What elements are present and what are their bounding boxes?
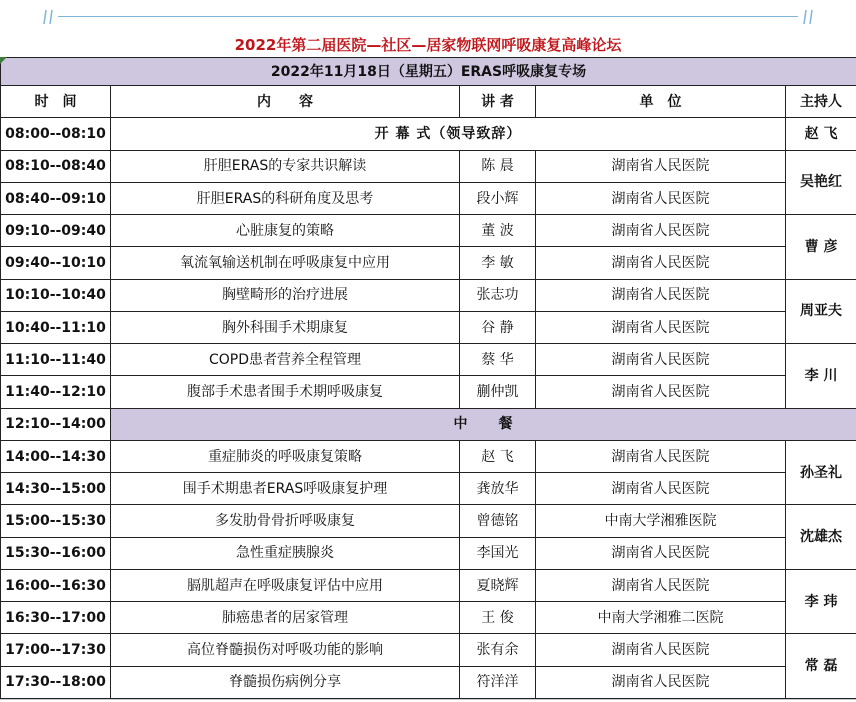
session-host: 孙圣礼 [786,440,856,505]
table-row [1,279,856,311]
date-row [1,58,856,86]
opening-host: 赵 飞 [786,118,856,150]
table-row [1,634,856,666]
table-row [1,666,856,698]
talk-speaker: 夏晓辉 [460,569,536,601]
decorative-slash-mark-left [40,8,62,26]
talk-speaker: 陈 晨 [460,150,536,182]
talk-unit: 湖南省人民医院 [536,344,786,376]
talk-unit: 湖南省人民医院 [536,279,786,311]
talk-time: 14:30--15:00 [1,473,111,505]
header-speaker: 讲 者 [460,86,536,118]
talk-speaker: 龚放华 [460,473,536,505]
table-row [1,537,856,569]
header-unit: 单 位 [536,86,786,118]
talk-unit: 湖南省人民医院 [536,473,786,505]
table-row [1,247,856,279]
opening-row [1,118,856,150]
talk-topic: 急性重症胰腺炎 [111,537,460,569]
page-bottom-line [0,699,856,700]
talk-time: 08:10--08:40 [1,150,111,182]
talk-time: 10:10--10:40 [1,279,111,311]
table-row [1,505,856,537]
talk-speaker: 张有余 [460,634,536,666]
talk-time: 11:10--11:40 [1,344,111,376]
table-row [1,602,856,634]
table-row [1,473,856,505]
talk-unit: 湖南省人民医院 [536,215,786,247]
header-host: 主持人 [786,86,856,118]
talk-time: 15:00--15:30 [1,505,111,537]
talk-topic: 肝胆ERAS的专家共识解读 [111,150,460,182]
talk-speaker: 李 敏 [460,247,536,279]
talk-time: 09:10--09:40 [1,215,111,247]
talk-topic: 氧流氧输送机制在呼吸康复中应用 [111,247,460,279]
talk-speaker: 蔡 华 [460,344,536,376]
talk-topic: 肺癌患者的居家管理 [111,602,460,634]
talk-topic: 膈肌超声在呼吸康复评估中应用 [111,569,460,601]
table-row [1,344,856,376]
talk-speaker: 谷 静 [460,311,536,343]
talk-unit: 中南大学湘雅医院 [536,505,786,537]
talk-speaker: 王 俊 [460,602,536,634]
session-host: 吴艳红 [786,150,856,215]
lunch-label: 中 餐 [111,408,856,440]
session-date-title: 2022年11月18日（星期五）ERAS呼吸康复专场 [1,58,856,86]
talk-speaker: 赵 飞 [460,440,536,472]
talk-time: 08:40--09:10 [1,182,111,214]
talk-speaker: 段小辉 [460,182,536,214]
talk-unit: 湖南省人民医院 [536,247,786,279]
talk-speaker: 张志功 [460,279,536,311]
session-host: 周亚夫 [786,279,856,344]
table-row [1,215,856,247]
session-host: 常 磊 [786,634,856,699]
table-row [1,311,856,343]
talk-unit: 湖南省人民医院 [536,311,786,343]
header-divider-line [58,16,798,17]
talk-topic: 胸壁畸形的治疗进展 [111,279,460,311]
schedule-table [0,57,856,699]
decorative-slash-mark-right [800,8,822,26]
header-time: 时 间 [1,86,111,118]
header-content: 内 容 [111,86,460,118]
talk-speaker: 蒯仲凯 [460,376,536,408]
talk-unit: 湖南省人民医院 [536,440,786,472]
table-header-row [1,86,856,118]
talk-unit: 湖南省人民医院 [536,634,786,666]
session-host: 曹 彦 [786,215,856,280]
talk-unit: 湖南省人民医院 [536,569,786,601]
talk-time: 14:00--14:30 [1,440,111,472]
corner-marker [0,57,7,64]
talk-unit: 湖南省人民医院 [536,537,786,569]
talk-time: 16:00--16:30 [1,569,111,601]
talk-time: 16:30--17:00 [1,602,111,634]
session-host: 李 玮 [786,569,856,634]
opening-time: 08:00--08:10 [1,118,111,150]
talk-topic: 腹部手术患者围手术期呼吸康复 [111,376,460,408]
talk-topic: 多发肋骨骨折呼吸康复 [111,505,460,537]
talk-unit: 湖南省人民医院 [536,150,786,182]
lunch-row [1,408,856,440]
session-host: 李 川 [786,344,856,409]
session-host: 沈雄杰 [786,505,856,570]
talk-speaker: 曾德铭 [460,505,536,537]
talk-speaker: 董 波 [460,215,536,247]
talk-unit: 湖南省人民医院 [536,182,786,214]
talk-time: 10:40--11:10 [1,311,111,343]
talk-time: 09:40--10:10 [1,247,111,279]
talk-topic: 心脏康复的策略 [111,215,460,247]
talk-topic: 重症肺炎的呼吸康复策略 [111,440,460,472]
talk-topic: 脊髓损伤病例分享 [111,666,460,698]
forum-title: 2022年第二届医院—社区—居家物联网呼吸康复高峰论坛 [234,36,622,54]
talk-unit: 湖南省人民医院 [536,666,786,698]
talk-speaker: 符洋洋 [460,666,536,698]
talk-topic: 高位脊髓损伤对呼吸功能的影响 [111,634,460,666]
talk-time: 17:00--17:30 [1,634,111,666]
talk-speaker: 李国光 [460,537,536,569]
talk-time: 17:30--18:00 [1,666,111,698]
talk-topic: 胸外科围手术期康复 [111,311,460,343]
talk-unit: 湖南省人民医院 [536,376,786,408]
talk-time: 15:30--16:00 [1,537,111,569]
opening-label: 开 幕 式（领导致辞） [111,118,786,150]
talk-topic: 围手术期患者ERAS呼吸康复护理 [111,473,460,505]
talk-time: 11:40--12:10 [1,376,111,408]
lunch-time: 12:10--14:00 [1,408,111,440]
talk-unit: 中南大学湘雅二医院 [536,602,786,634]
table-row [1,376,856,408]
table-row [1,440,856,472]
table-row [1,150,856,182]
talk-topic: 肝胆ERAS的科研角度及思考 [111,182,460,214]
table-row [1,182,856,214]
table-row [1,569,856,601]
talk-topic: COPD患者营养全程管理 [111,344,460,376]
